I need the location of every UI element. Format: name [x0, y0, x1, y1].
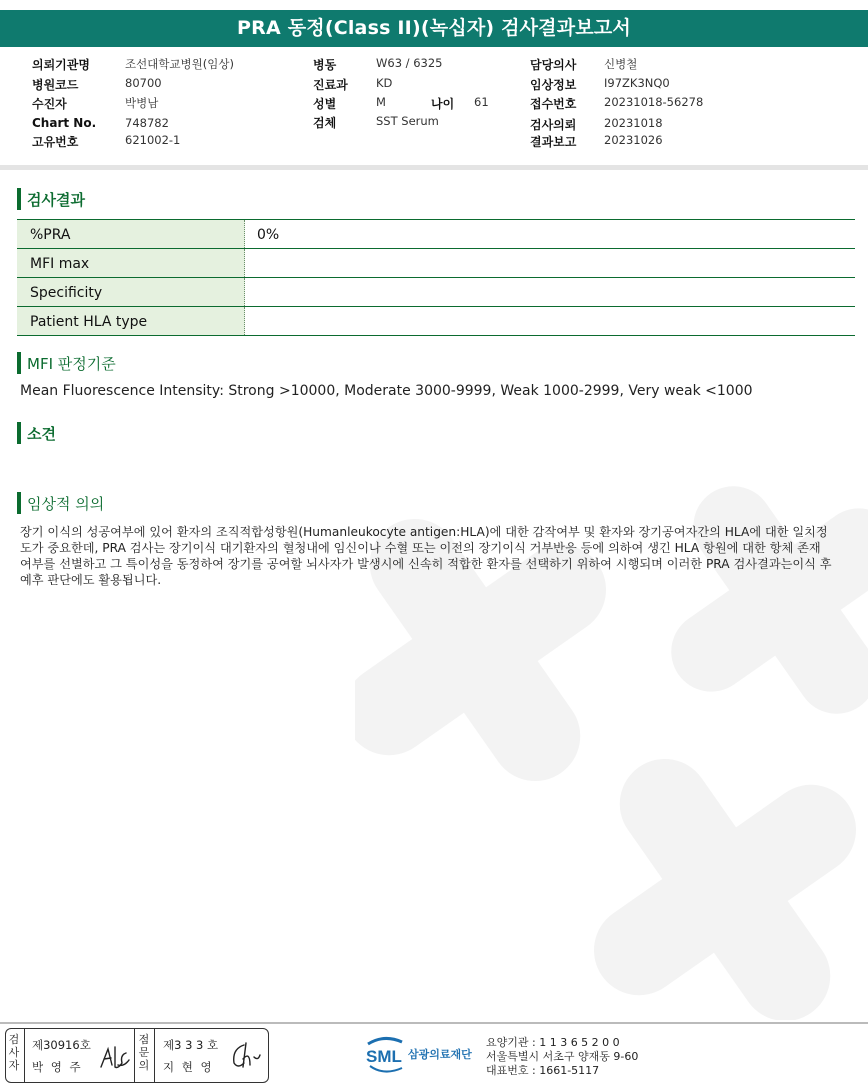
- table-row: [17, 220, 855, 249]
- info-value: 20231026: [604, 133, 663, 147]
- result-section-heading: [17, 188, 85, 210]
- result-key: MFI max: [17, 249, 245, 277]
- opinion-section-heading: [17, 422, 56, 444]
- report-title: PRA 동정(Class II)(녹십자) 검사결과보고서: [0, 10, 868, 47]
- info-label: 결과보고: [530, 135, 577, 149]
- info-label: 검체: [313, 116, 337, 130]
- clinical-section-heading: [17, 492, 104, 514]
- result-key: Specificity: [17, 278, 245, 306]
- org-info-line: 서울특별시 서초구 양재동 9-60: [486, 1050, 639, 1063]
- info-value: KD: [376, 76, 393, 90]
- result-key: %PRA: [17, 220, 245, 248]
- info-label: 의뢰기관명: [32, 58, 90, 72]
- mfi-section-heading: [17, 352, 116, 374]
- info-label: 고유번호: [32, 135, 79, 149]
- result-value: 0%: [257, 227, 280, 243]
- org-info-line: 요양기관 : 1 1 3 6 5 2 0 0: [486, 1036, 620, 1049]
- section-marker: [17, 352, 21, 374]
- info-label: 병동: [313, 58, 337, 72]
- info-value: 박병남: [125, 96, 159, 110]
- table-row: [17, 249, 855, 278]
- signature-box: [5, 1028, 269, 1083]
- org-name: 삼광의료재단: [408, 1048, 472, 1061]
- sml-logo-mark: [366, 1034, 484, 1076]
- table-row: [17, 278, 855, 307]
- result-value: [245, 278, 855, 306]
- inspector-signature: [98, 1043, 132, 1073]
- result-key: Patient HLA type: [17, 307, 245, 335]
- section-marker: [17, 188, 21, 210]
- table-row: [17, 307, 855, 336]
- section-title: MFI 판정기준: [27, 354, 116, 373]
- result-value: [245, 307, 855, 335]
- info-label: 접수번호: [530, 97, 577, 111]
- divider: [154, 1029, 155, 1082]
- info-label: Chart No.: [32, 116, 97, 130]
- info-value: I97ZK3NQ0: [604, 76, 670, 90]
- logo-text: SML: [366, 1047, 402, 1066]
- result-table: [17, 219, 855, 336]
- info-value: SST Serum: [376, 114, 439, 128]
- info-label: 담당의사: [530, 58, 577, 72]
- info-value: M: [376, 95, 386, 109]
- info-value: 조선대학교병원(임상): [125, 57, 234, 71]
- info-label: 성별: [313, 97, 337, 111]
- section-title: 임상적 의의: [27, 494, 105, 513]
- info-value: 61: [474, 95, 489, 109]
- inspector-license-no: 제30916호: [32, 1038, 91, 1052]
- inspector-label: 검 사 자: [8, 1033, 20, 1072]
- footer-divider: [0, 1022, 868, 1024]
- inspector-name: 박 영 주: [32, 1060, 83, 1074]
- divider: [24, 1029, 25, 1082]
- result-value: [245, 249, 855, 277]
- org-contact-info: [486, 1036, 638, 1078]
- info-value: 신병철: [604, 57, 638, 71]
- mfi-criteria-text: Mean Fluorescence Intensity: Strong >10000, Moderate 3000-9999, Weak 1000-2999, Very weak <1000: [20, 383, 753, 399]
- info-label: 수진자: [32, 97, 67, 111]
- info-label: 진료과: [313, 78, 348, 92]
- info-value: 20231018-56278: [604, 95, 704, 109]
- section-title: 소견: [27, 424, 56, 443]
- section-title: 검사결과: [27, 190, 85, 209]
- approver-name: 지 현 영: [163, 1060, 214, 1074]
- info-value: 748782: [125, 116, 169, 130]
- info-label: 병원코드: [32, 78, 79, 92]
- divider: [0, 165, 868, 170]
- info-value: 20231018: [604, 116, 663, 130]
- info-value: 621002-1: [125, 133, 181, 147]
- info-label: 임상정보: [530, 78, 577, 92]
- section-marker: [17, 422, 21, 444]
- info-value: 80700: [125, 76, 162, 90]
- approver-license-no: 제3 3 3 호: [163, 1038, 219, 1052]
- divider: [134, 1029, 135, 1082]
- info-label: 검사의뢰: [530, 118, 577, 132]
- info-label: 나이: [431, 97, 455, 111]
- clinical-significance-text: 장기 이식의 성공여부에 있어 환자의 조직적합성항원(Humanleukocyte antigen:HLA)에 대한 감작여부 및 환자와 장기공여자간의 HLA에 대한 일치정도가 중요한데, PRA 검사는 장기이식 대기환자의 혈청내에 임신이나 수혈 또는 이전의 장기이식 거부반응 등에 의하여 생긴 HLA 항원에 대한 항체 존재 여부를 선별하고 그 특이성을 동정하여 장기를 공여할 뇌사자가 발생시에 신속히 적합한 환자를 선택하기 위하여 시행되며 이러한 PRA 검사결과는이식 후 예후 판단에도 활용됩니다.: [20, 525, 832, 587]
- info-value: W63 / 6325: [376, 56, 443, 70]
- section-marker: [17, 492, 21, 514]
- approver-label: 점 문 의: [138, 1033, 150, 1072]
- sml-logo: [366, 1034, 484, 1076]
- org-info-line: 대표번호 : 1661-5117: [486, 1064, 600, 1077]
- patient-info-block: [0, 56, 868, 156]
- approver-signature: [228, 1039, 262, 1073]
